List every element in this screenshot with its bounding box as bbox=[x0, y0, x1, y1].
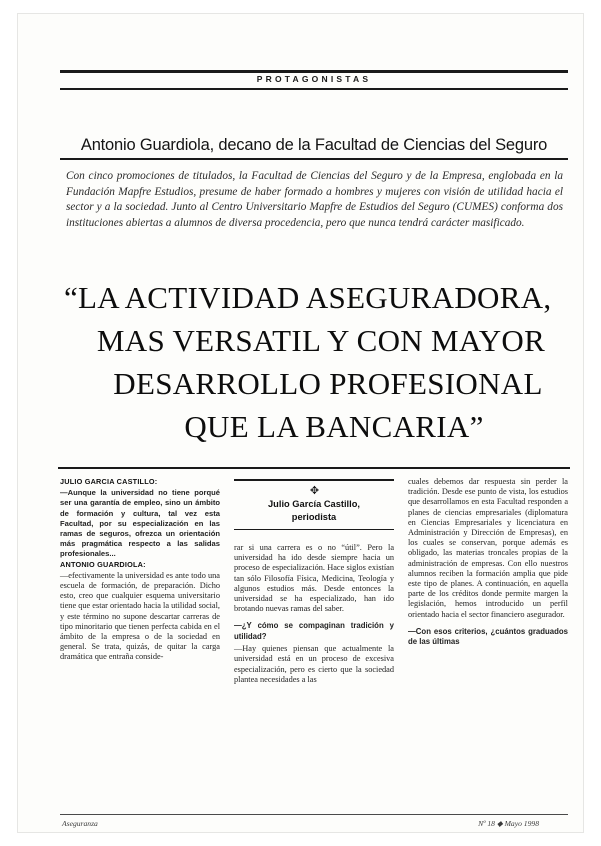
pull-quote-line-1: “LA ACTIVIDAD ASEGURADORA, bbox=[64, 280, 552, 315]
footer-issue: Nº 18 ◆ Mayo 1998 bbox=[478, 819, 539, 828]
column-middle bbox=[234, 477, 394, 797]
ornament-icon: ✥ bbox=[309, 484, 319, 497]
footer-publication: Aseguranza bbox=[62, 819, 98, 828]
question-2: —¿Y cómo se compaginan tradición y utilidad? bbox=[234, 621, 394, 641]
standfirst-text: Con cinco promociones de titulados, la Facultad de Ciencias del Seguro y de la Empresa, englobada en la Fundación Mapfre Estudios, presume de haber formado a hombres y mujeres con visión de utilidad hacia el sector y a la sociedad. Junto al Centro Universitario Mapfre de Estudios del Seguro (CUMES) conforma dos instituciones abiertas a alumnos de diversa procedencia, pero que nunca tendrá carácter masificado. bbox=[66, 170, 563, 229]
byline-box bbox=[234, 477, 394, 543]
right-text-1: cuales debemos dar respuesta sin perder la tradición. Desde ese punto de vista, los estudios que desarrollamos en esta Facultad responden a planes de ciencias empresariales (diplomatura en Ciencias Empresariales y licenciatura en Administración y Dirección de Empresas), en los cuales se conservan, porque además es obligado, las materias troncales propias de la administración de empresas. Con ello nuestros alumnos reciben la formación amplia que pide este tipo de planes. A continuación, en aquella parte de los créditos donde permite margen la legislación, hemos introducido un perfil orientado hacia el sector financiero asegurador. bbox=[408, 477, 568, 619]
middle-text-2: —Hay quienes piensan que actualmente la universidad está en un proceso de excesiva especialización, pero es cierto que la sociedad plantea necesidades a las bbox=[234, 644, 394, 684]
section-kicker bbox=[60, 70, 568, 90]
question-3: —Con esos criterios, ¿cuántos graduados de las últimas bbox=[408, 626, 568, 647]
headline-block bbox=[60, 136, 568, 160]
page-sheet bbox=[18, 14, 583, 832]
page-title: Antonio Guardiola, decano de la Facultad de Ciencias del Seguro bbox=[80, 136, 548, 154]
pull-quote-line-2: MAS VERSATIL Y CON MAYOR bbox=[96, 323, 546, 358]
headline-rule bbox=[60, 158, 568, 160]
byline-rule-top bbox=[234, 479, 394, 481]
pull-quote-line-4: QUE LA BANCARIA” bbox=[184, 409, 484, 444]
interviewee-name: ANTONIO GUARDIOLA: bbox=[60, 559, 146, 569]
kicker-rule-top bbox=[60, 70, 568, 73]
column-left bbox=[60, 477, 220, 797]
pull-quote-line-3: DESARROLLO PROFESIONAL bbox=[113, 366, 543, 401]
column-right bbox=[408, 477, 568, 797]
pull-quote-rule bbox=[58, 467, 570, 469]
byline-role: periodista bbox=[291, 512, 337, 522]
kicker-label: PROTAGONISTAS bbox=[256, 74, 372, 84]
byline-rule-bottom bbox=[234, 529, 394, 531]
middle-text-1: rar si una carrera es o no “útil”. Pero la universidad ha ido desde siempre hacia un proceso de especialización. Hace siglos existían tan sólo Filosofía Física, Medicina, Teología y algunos estudios más. Desde entonces la universidad se ha especializado, han ido brotando nuevas ramas del saber. bbox=[234, 543, 394, 614]
pull-quote bbox=[58, 276, 570, 448]
answer-1: —efectivamente la universidad es ante todo una escuela de formación, de preparación. Dicho esto, creo que cualquier esquema universitario tiene que estar orientado hacia la utilidad social, y este término no supone descartar carreras de tipo minoritario que tienen perfecta cabida en el ámbito de la empresa o de la sociedad en general. Se trata, quizás, de quitar la carga dramática que entraña conside- bbox=[60, 570, 220, 662]
question-1: —Aunque la universidad no tiene porqué ser una garantía de empleo, sino un ámbito de formación y cultura, tal vez esta Facultad, por su especialización en las ramas de seguros, ofrezca un orientación más pragmática respecto a las salidas profesionales... bbox=[60, 488, 220, 559]
interviewer-name: JULIO GARCIA CASTILLO: bbox=[60, 477, 158, 486]
kicker-rule-bottom bbox=[60, 88, 568, 90]
footer-rule bbox=[60, 814, 568, 815]
byline-author: Julio García Castillo, bbox=[268, 498, 360, 509]
article-body bbox=[60, 477, 568, 797]
